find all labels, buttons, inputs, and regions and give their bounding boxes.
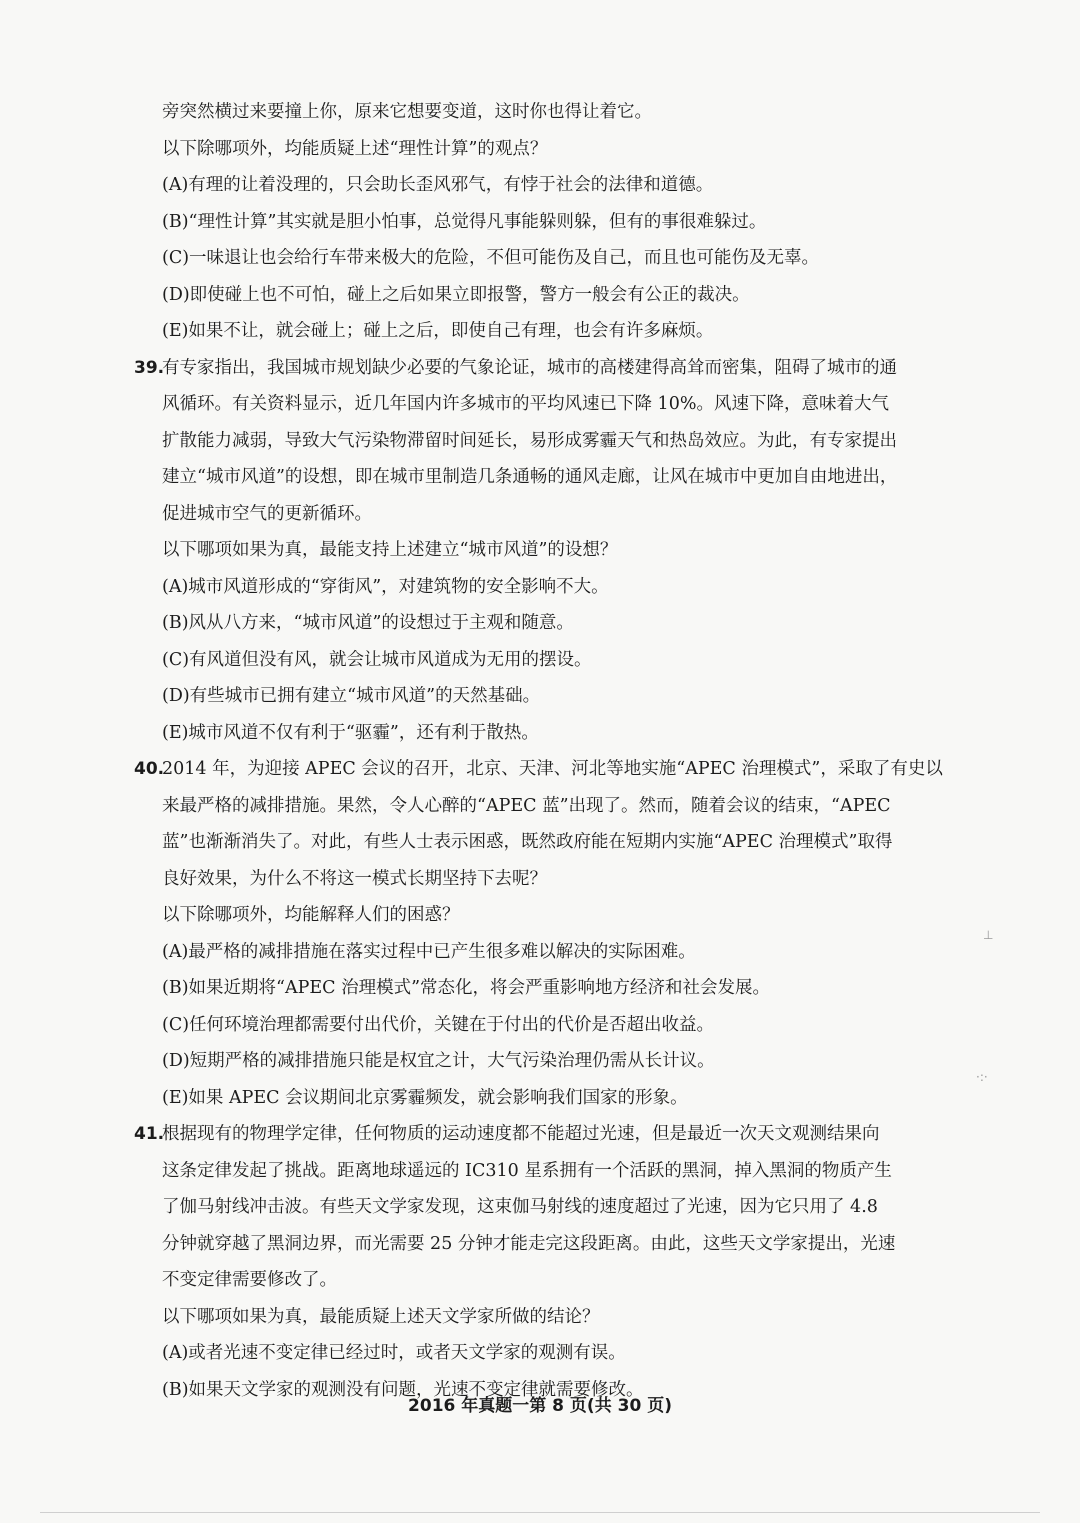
question-39: [134, 350, 1014, 752]
stem-line: 风循环。有关资料显示，近几年国内许多城市的平均风速已下降 10%。风速下降，意味着大气: [162, 394, 889, 414]
stem-line: 蓝”也渐渐消失了。对此，有些人士表示困惑，既然政府能在短期内实施“APEC 治理模式”取得: [162, 832, 893, 852]
option-b: (B)风从八方来，“城市风道”的设想过于主观和随意。: [162, 613, 574, 633]
option-d: (D)短期严格的减排措施只能是权宜之计，大气污染治理仍需从长计议。: [162, 1051, 715, 1071]
page-footer: 2016 年真题一第 8 页(共 30 页): [408, 1396, 672, 1416]
question-number: 41.: [134, 1124, 165, 1144]
scan-speck: ·:·: [976, 1070, 988, 1084]
option-c: (C)一味退让也会给行车带来极大的危险，不但可能伤及自己，而且也可能伤及无辜。: [162, 248, 820, 268]
question-40: [134, 751, 1014, 1116]
option-b: (B)如果天文学家的观测没有问题，光速不变定律就需要修改。: [162, 1379, 644, 1400]
stem-line: 了伽马射线冲击波。有些天文学家发现，这束伽马射线的速度超过了光速，因为它只用了 4.8: [162, 1197, 878, 1217]
option-e: (E)城市风道不仅有利于“驱霾”，还有利于散热。: [162, 722, 539, 743]
option-a: (A)或者光速不变定律已经过时，或者天文学家的观测有误。: [162, 1343, 626, 1363]
question-stem: [134, 751, 1014, 897]
stem-line: 建立“城市风道”的设想，即在城市里制造几条通畅的通风走廊，让风在城市中更加自由地进出，: [162, 467, 898, 487]
option-a: (A)城市风道形成的“穿街风”，对建筑物的安全影响不大。: [162, 576, 609, 597]
stem-line: 根据现有的物理学定律，任何物质的运动速度都不能超过光速，但是最近一次天文观测结果向: [162, 1124, 880, 1144]
page-content: [134, 94, 1014, 1408]
option-b: (B)如果近期将“APEC 治理模式”常态化，将会严重影响地方经济和社会发展。: [162, 978, 771, 998]
stem-line: 良好效果，为什么不将这一模式长期坚持下去呢？: [162, 868, 547, 889]
question-prompt: 以下哪项如果为真，最能支持上述建立“城市风道”的设想？: [162, 540, 618, 560]
option-a: (A)最严格的减排措施在落实过程中已产生很多难以解决的实际困难。: [162, 941, 696, 962]
question-number: 40.: [134, 759, 165, 779]
question-prompt: 以下除哪项外，均能解释人们的困惑？: [162, 905, 460, 925]
scan-speck: ⊥: [983, 928, 994, 942]
question-stem: [134, 1116, 1014, 1299]
option-d: (D)即使碰上也不可怕，碰上之后如果立即报警，警方一般会有公正的裁决。: [162, 284, 750, 305]
question-38-tail: [134, 131, 1014, 350]
option-c: (C)任何环境治理都需要付出代价，关键在于付出的代价是否超出收益。: [162, 1014, 715, 1035]
stem-line: 2014 年，为迎接 APEC 会议的召开，北京、天津、河北等地实施“APEC 治理模式”，采取了有史以: [162, 759, 943, 779]
option-c: (C)有风道但没有风，就会让城市风道成为无用的摆设。: [162, 649, 592, 670]
option-a: (A)有理的让着没理的，只会助长歪风邪气，有悖于社会的法律和道德。: [162, 175, 714, 195]
stem-line: 扩散能力减弱，导致大气污染物滞留时间延长，易形成雾霾天气和热岛效应。为此，有专家提出: [162, 430, 897, 451]
stem-line: 这条定律发起了挑战。距离地球遥远的 IC310 星系拥有一个活跃的黑洞，掉入黑洞的物质产生: [162, 1160, 892, 1181]
question-41: [134, 1116, 1014, 1408]
stem-line: 有专家指出，我国城市规划缺少必要的气象论证，城市的高楼建得高耸而密集，阻碍了城市的通: [162, 357, 897, 378]
option-d: (D)有些城市已拥有建立“城市风道”的天然基础。: [162, 686, 541, 706]
stem-line: 分钟就穿越了黑洞边界，而光需要 25 分钟才能走完这段距离。由此，这些天文学家提出，光速: [162, 1233, 896, 1254]
option-b: (B)“理性计算”其实就是胆小怕事，总觉得凡事能躲则躲，但有的事很难躲过。: [162, 211, 767, 232]
stem-line: 来最严格的减排措施。果然，令人心醉的“APEC 蓝”出现了。然而，随着会议的结束，“APEC: [162, 795, 891, 816]
question-prompt: 以下哪项如果为真，最能质疑上述天文学家所做的结论？: [162, 1306, 600, 1327]
option-e: (E)如果 APEC 会议期间北京雾霾频发，就会影响我们国家的形象。: [162, 1087, 688, 1108]
question-stem: [134, 350, 1014, 533]
continued-text: 旁突然横过来要撞上你，原来它想要变道，这时你也得让着它。: [162, 102, 652, 122]
stem-line: 促进城市空气的更新循环。: [162, 503, 372, 524]
question-number: 39.: [134, 357, 165, 378]
question-prompt: 以下除哪项外，均能质疑上述“理性计算”的观点？: [162, 138, 548, 159]
option-e: (E)如果不让，就会碰上；碰上之后，即使自己有理，也会有许多麻烦。: [162, 321, 714, 341]
divider: [40, 1512, 1040, 1513]
stem-line: 不变定律需要修改了。: [162, 1270, 337, 1290]
